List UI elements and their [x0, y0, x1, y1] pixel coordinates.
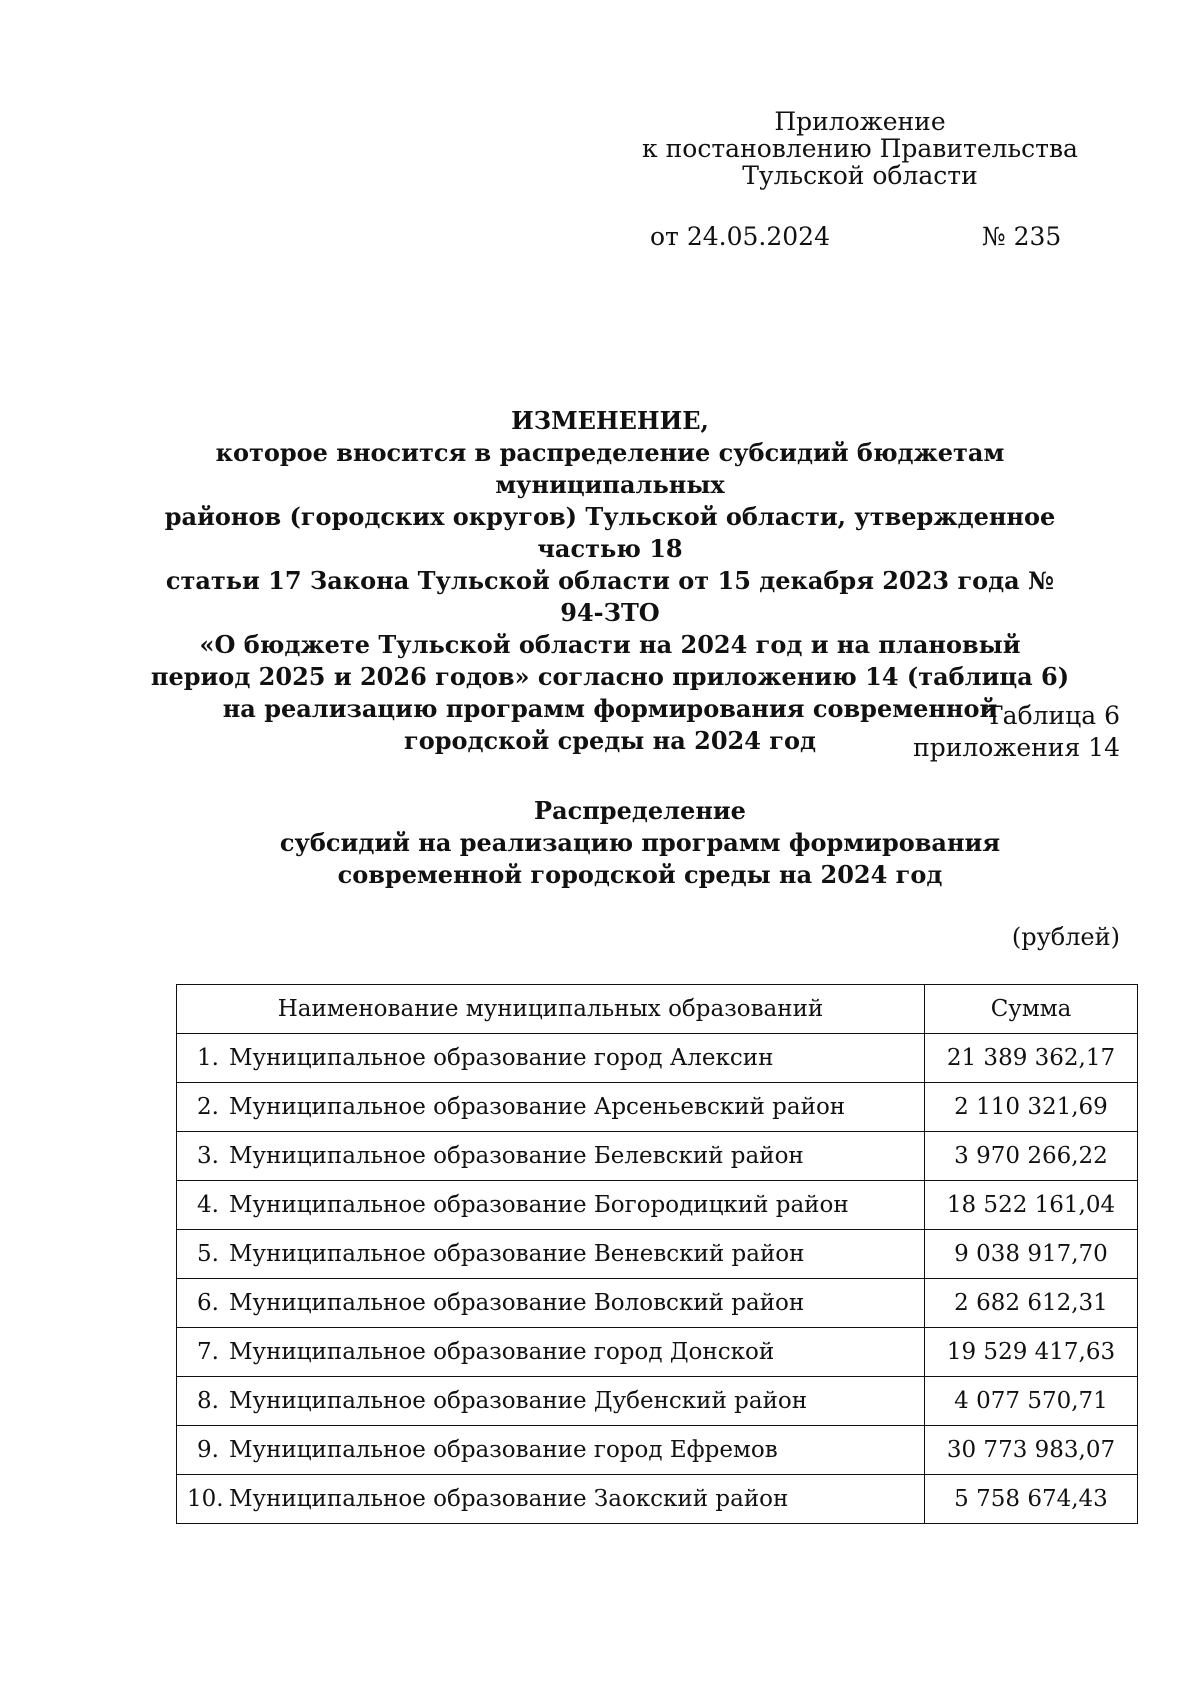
table-row	[177, 1181, 1138, 1230]
row-index: 9.	[197, 1437, 219, 1463]
title-line: на реализацию программ формирования современной	[222, 694, 998, 723]
dist-title-line: субсидий на реализацию программ формирования	[279, 828, 1001, 857]
row-name: Муниципальное образование Белевский район	[229, 1143, 804, 1169]
table-row	[177, 1279, 1138, 1328]
row-name-cell	[177, 1034, 925, 1083]
row-name-cell	[177, 1083, 925, 1132]
row-name: Муниципальное образование город Ефремов	[229, 1437, 778, 1463]
row-name: Муниципальное образование Заокский район	[229, 1486, 789, 1512]
table-row	[177, 1083, 1138, 1132]
row-name-cell	[177, 1475, 925, 1524]
table-reference	[780, 700, 1120, 764]
title-line: районов (городских округов) Тульской области, утвержденное частью 18	[164, 502, 1056, 563]
table-row	[177, 1328, 1138, 1377]
title-line: ИЗМЕНЕНИЕ,	[511, 406, 709, 435]
title-line: статьи 17 Закона Тульской области от 15 декабря 2023 года № 94-ЗТО	[165, 566, 1055, 627]
row-name: Муниципальное образование Веневский район	[229, 1241, 805, 1267]
row-amount: 4 077 570,71	[925, 1377, 1138, 1426]
header-name: Наименование муниципальных образований	[177, 985, 925, 1034]
table-ref-line: Таблица 6	[985, 701, 1120, 730]
appendix-line: к постановлению Правительства	[642, 134, 1078, 163]
title-line: «О бюджете Тульской области на 2024 год и на плановый	[199, 630, 1021, 659]
row-name: Муниципальное образование город Донской	[229, 1339, 775, 1365]
row-name: Муниципальное образование Арсеньевский район	[229, 1094, 846, 1120]
row-index: 8.	[197, 1388, 219, 1414]
document-number: № 235	[982, 222, 1062, 251]
row-name-cell	[177, 1132, 925, 1181]
table-row	[177, 1034, 1138, 1083]
title-line: которое вносится в распределение субсидий бюджетам муниципальных	[215, 438, 1005, 499]
row-name: Муниципальное образование город Алексин	[229, 1045, 774, 1071]
row-name: Муниципальное образование Воловский район	[229, 1290, 805, 1316]
row-amount: 5 758 674,43	[925, 1475, 1138, 1524]
row-name-cell	[177, 1426, 925, 1475]
appendix-line: Приложение	[774, 107, 946, 136]
table-header-row	[177, 985, 1138, 1034]
row-index: 6.	[197, 1290, 219, 1316]
table-ref-line: приложения 14	[913, 733, 1120, 762]
dist-title-line: Распределение	[534, 796, 746, 825]
appendix-block	[640, 108, 1080, 189]
distribution-title	[200, 795, 1080, 891]
row-index: 1.	[197, 1045, 219, 1071]
row-index: 5.	[197, 1241, 219, 1267]
row-amount: 30 773 983,07	[925, 1426, 1138, 1475]
distribution-table	[176, 984, 1138, 1524]
row-amount: 2 682 612,31	[925, 1279, 1138, 1328]
units-label: (рублей)	[1011, 923, 1120, 951]
row-index: 10.	[187, 1486, 224, 1512]
title-line: период 2025 и 2026 годов» согласно приложению 14 (таблица 6)	[150, 662, 1070, 691]
dist-title-line: современной городской среды на 2024 год	[337, 860, 943, 889]
table-row	[177, 1132, 1138, 1181]
row-name-cell	[177, 1328, 925, 1377]
title-line: городской среды на 2024 год	[403, 726, 817, 755]
row-index: 7.	[197, 1339, 219, 1365]
row-name-cell	[177, 1377, 925, 1426]
row-name-cell	[177, 1181, 925, 1230]
table-row	[177, 1230, 1138, 1279]
row-amount: 2 110 321,69	[925, 1083, 1138, 1132]
row-name: Муниципальное образование Дубенский район	[229, 1388, 808, 1414]
table-row	[177, 1475, 1138, 1524]
appendix-line: Тульской области	[742, 161, 978, 190]
document-date: от 24.05.2024	[650, 222, 830, 251]
row-index: 2.	[197, 1094, 219, 1120]
row-amount: 18 522 161,04	[925, 1181, 1138, 1230]
row-amount: 19 529 417,63	[925, 1328, 1138, 1377]
header-amount: Сумма	[925, 985, 1138, 1034]
table-row	[177, 1426, 1138, 1475]
row-amount: 3 970 266,22	[925, 1132, 1138, 1181]
row-name: Муниципальное образование Богородицкий район	[229, 1192, 849, 1218]
row-name-cell	[177, 1230, 925, 1279]
row-index: 3.	[197, 1143, 219, 1169]
row-amount: 21 389 362,17	[925, 1034, 1138, 1083]
row-name-cell	[177, 1279, 925, 1328]
table-row	[177, 1377, 1138, 1426]
row-index: 4.	[197, 1192, 219, 1218]
row-amount: 9 038 917,70	[925, 1230, 1138, 1279]
